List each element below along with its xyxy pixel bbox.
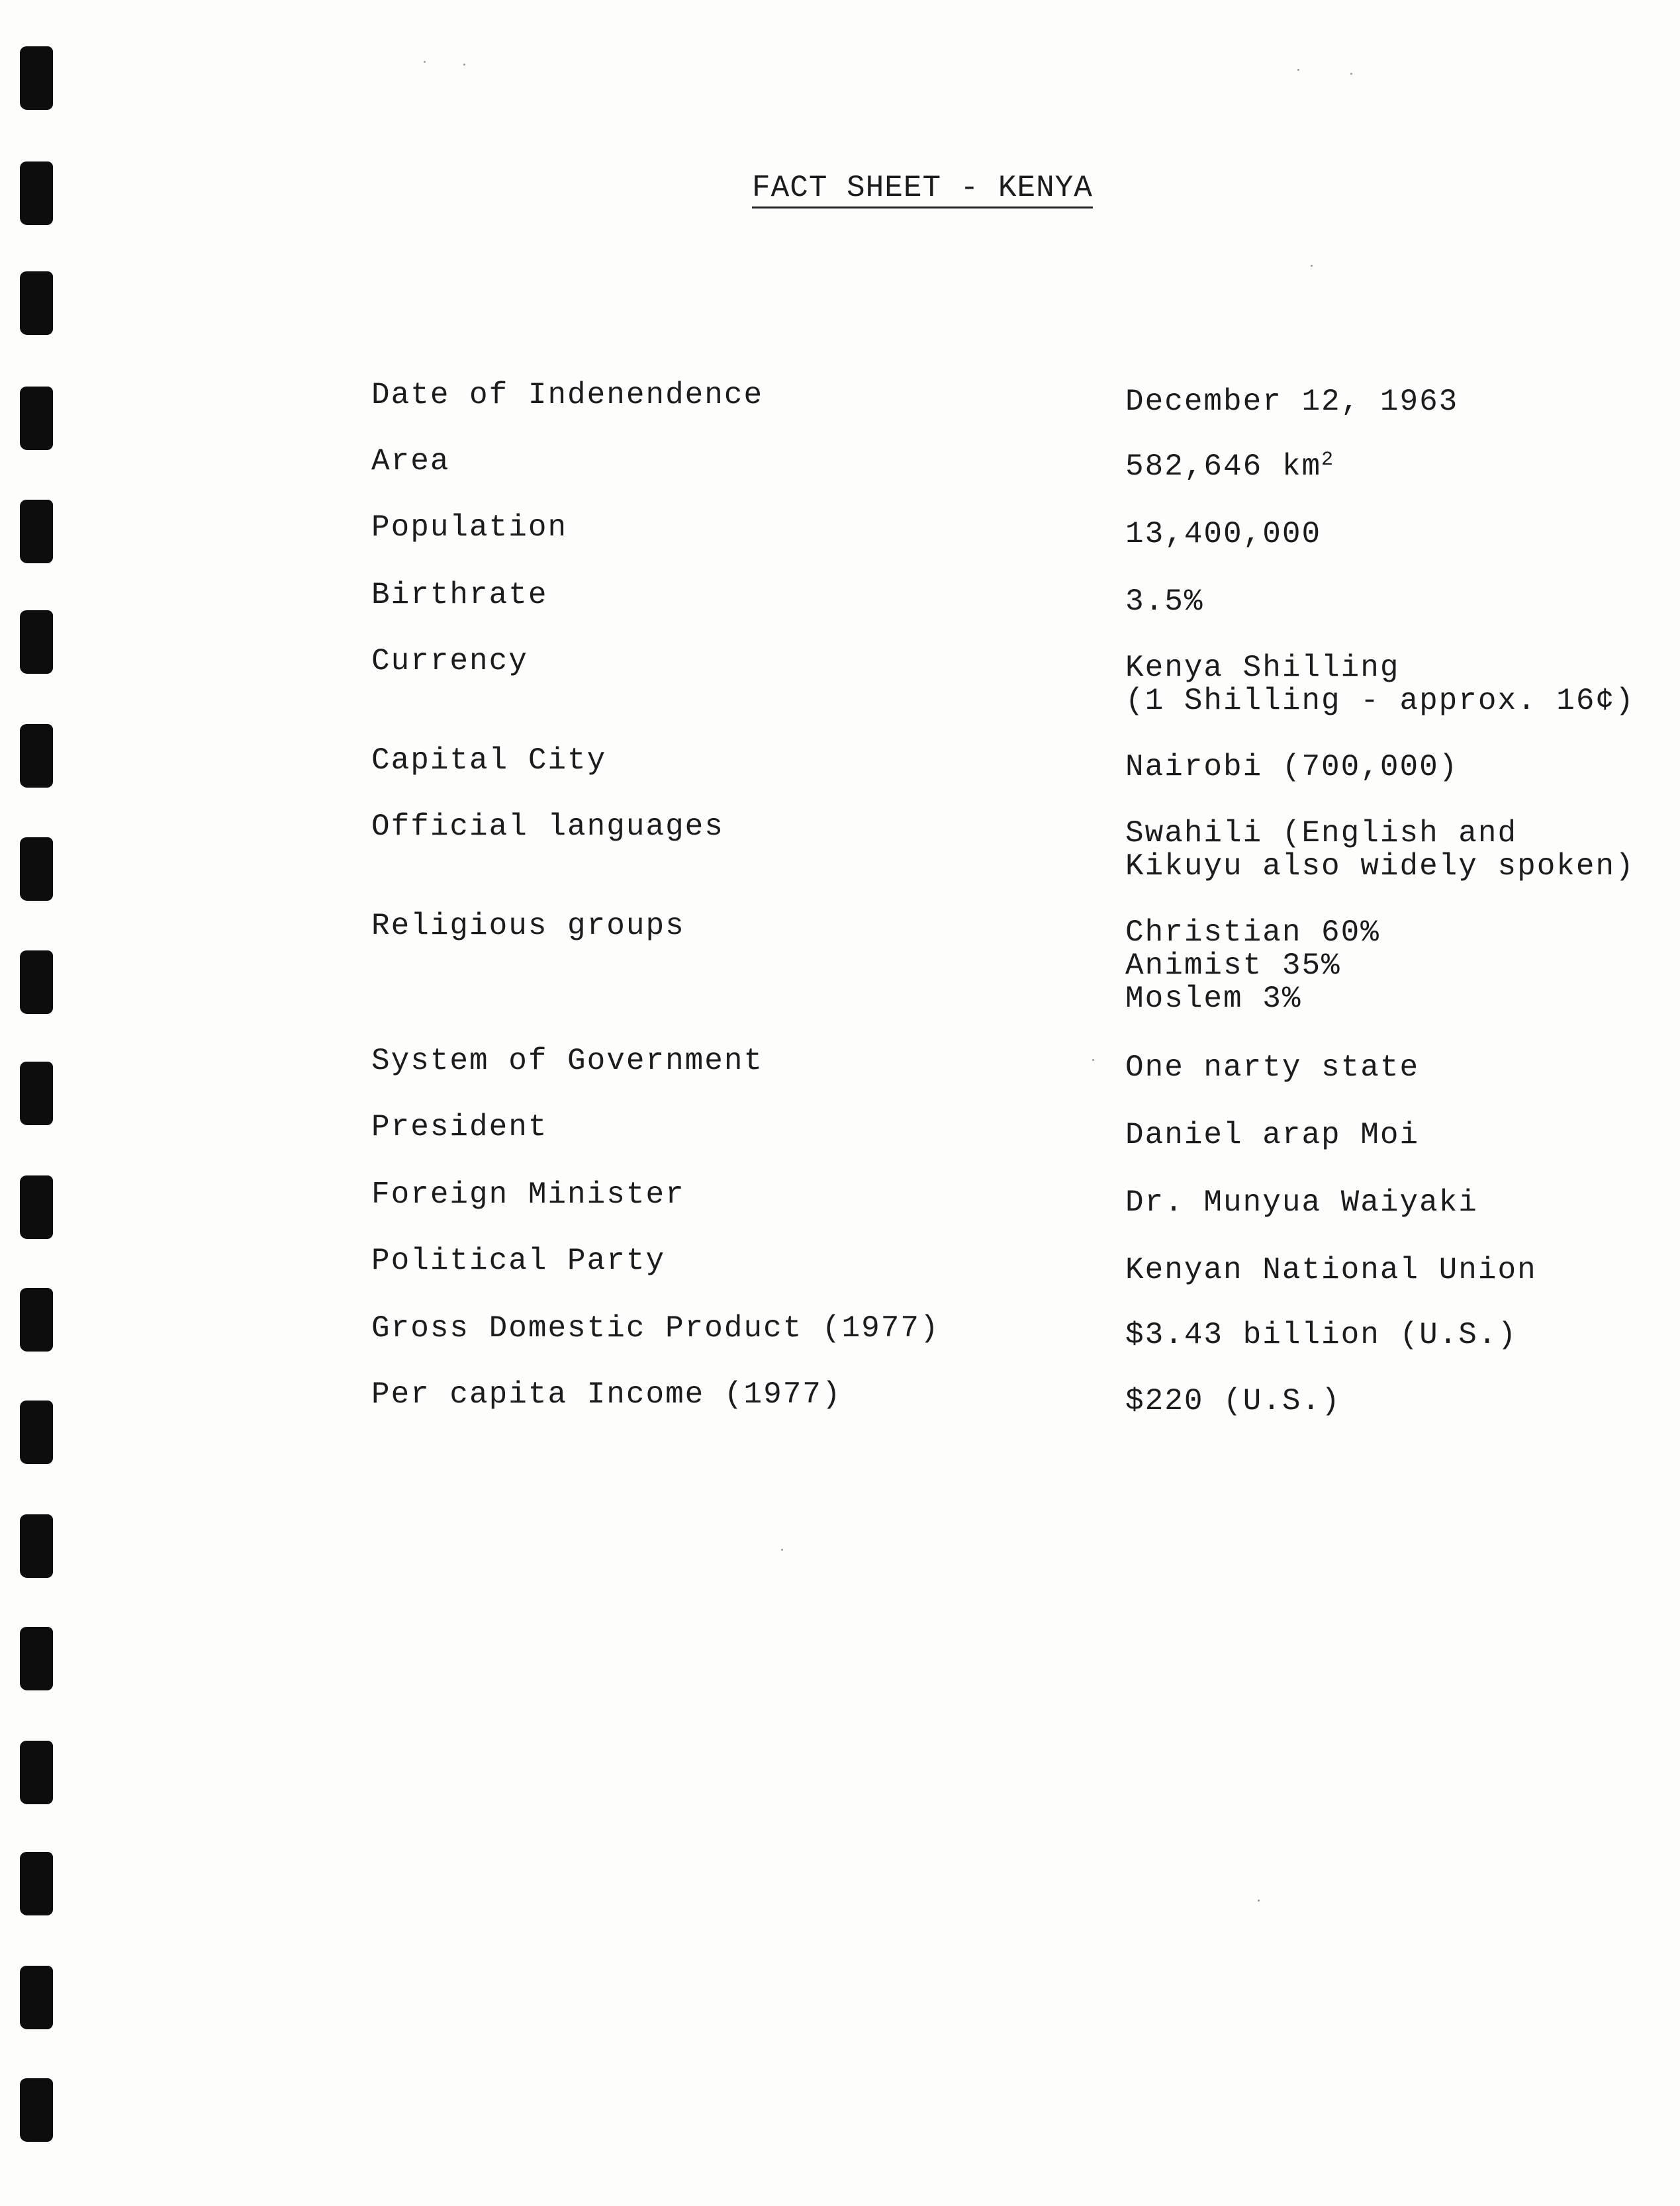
binding-hole-icon [20,837,53,901]
fact-label: Population [371,510,568,545]
binding-hole-icon [20,1062,53,1125]
scan-speck [1092,1059,1094,1061]
binding-hole-icon [20,161,53,225]
fact-value: Dr. Munyua Waiyaki [1125,1185,1478,1220]
fact-value: 3.5% [1125,584,1204,619]
fact-value: $3.43 billion (U.S.) [1125,1318,1518,1352]
fact-value: December 12, 1963 [1125,385,1459,419]
fact-value: Nairobi (700,000) [1125,750,1459,784]
binding-hole-icon [20,950,53,1014]
fact-label: President [371,1110,548,1144]
binding-hole-icon [20,500,53,563]
binding-hole-icon [20,1966,53,2029]
fact-value: Daniel arap Moi [1125,1118,1420,1152]
fact-value: Moslem 3% [1125,982,1302,1016]
fact-value: Swahili (English and [1125,816,1518,850]
fact-value: One narty state [1125,1050,1420,1085]
fact-label: Date of Indenendence [371,378,764,412]
fact-value: Animist 35% [1125,948,1341,983]
fact-label: Foreign Minister [371,1177,685,1212]
fact-value-text: 582,646 km [1125,449,1322,484]
scan-speck [781,1549,783,1551]
binding-hole-icon [20,1627,53,1690]
binding-hole-icon [20,1514,53,1578]
scan-speck [1258,1900,1260,1902]
scan-speck [1350,73,1352,75]
fact-label: Official languages [371,809,724,844]
binding-hole-icon [20,724,53,788]
fact-value: $220 (U.S.) [1125,1384,1341,1418]
binding-hole-icon [20,1175,53,1239]
binding-hole-icon [20,1741,53,1804]
fact-label: Political Party [371,1244,666,1278]
fact-label: System of Government [371,1044,764,1078]
binding-hole-icon [20,1401,53,1464]
fact-label: Currency [371,644,528,678]
binding-hole-icon [20,1852,53,1915]
fact-value: Kikuyu also widely spoken) [1125,849,1635,884]
binding-hole-icon [20,610,53,674]
fact-label: Religious groups [371,909,685,943]
fact-label: Area [371,444,450,479]
superscript: 2 [1321,449,1335,471]
binding-hole-icon [20,1288,53,1352]
page-title: FACT SHEET - KENYA [752,171,1093,208]
fact-value: (1 Shilling - approx. 16¢) [1125,684,1635,718]
fact-value: Kenya Shilling [1125,651,1400,685]
fact-value: Christian 60% [1125,915,1380,950]
binding-hole-icon [20,2078,53,2142]
fact-label: Gross Domestic Product (1977) [371,1311,940,1346]
scan-speck [424,61,426,63]
fact-label: Birthrate [371,578,548,612]
binding-hole-icon [20,271,53,335]
scan-speck [1297,69,1299,71]
fact-label: Capital City [371,743,607,778]
binding-hole-icon [20,387,53,450]
fact-value: Kenyan National Union [1125,1253,1537,1287]
scan-speck [1311,265,1313,267]
binding-hole-icon [20,46,53,110]
fact-value: 13,400,000 [1125,517,1322,551]
fact-label: Per capita Income (1977) [371,1377,842,1412]
scan-speck [463,64,465,66]
fact-value [1125,450,1334,484]
